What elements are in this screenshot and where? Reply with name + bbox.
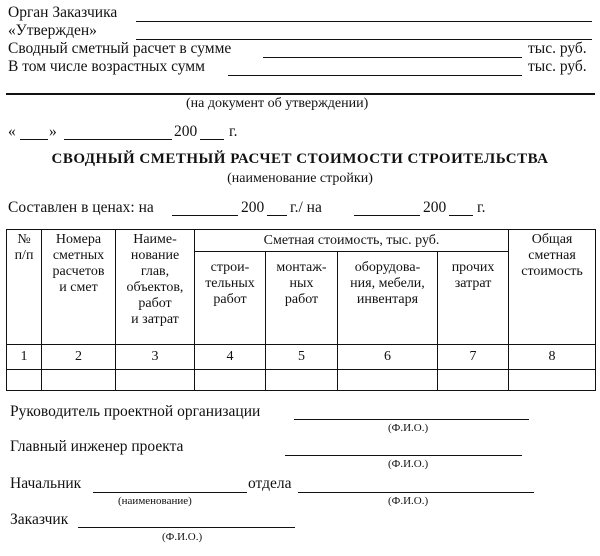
date-close-quote: » — [49, 123, 57, 140]
column-number: 3 — [116, 345, 195, 370]
date-year-line[interactable] — [200, 139, 224, 140]
chief-engineer-label: Главный инженер проекта — [10, 438, 184, 455]
table-cell[interactable] — [7, 370, 42, 391]
estimate-table — [6, 229, 596, 391]
summary-unit: тыс. руб. — [528, 40, 587, 57]
column-number: 5 — [266, 345, 338, 370]
dept-head-label: Начальник — [10, 475, 82, 492]
project-head-label: Руководитель проектной организации — [10, 403, 261, 420]
name-caption: (наименование) — [118, 495, 192, 507]
fio-caption-4: (Ф.И.О.) — [162, 531, 203, 543]
refund-label: В том числе возрастных сумм — [8, 58, 205, 75]
prices-mid: г./ на — [290, 199, 322, 216]
prices-year1: 200 — [241, 199, 265, 216]
header-total-cost: Общая сметная стоимость — [509, 230, 596, 345]
header-construction-works: строи- тельных работ — [195, 252, 266, 345]
column-number: 8 — [509, 345, 596, 370]
summary-label: Сводный сметный расчет в сумме — [8, 40, 232, 57]
date-year-suffix: г. — [229, 123, 238, 140]
header-row-number: № п/п — [7, 230, 42, 345]
prices-prefix: Составлен в ценах: на — [8, 199, 154, 216]
column-number: 7 — [438, 345, 509, 370]
date-month-line[interactable] — [64, 139, 172, 140]
document-title: СВОДНЫЙ СМЕТНЫЙ РАСЧЕТ СТОИМОСТИ СТРОИТЕЛЬСТВА — [51, 151, 549, 167]
fio-caption-1: (Ф.И.О.) — [388, 422, 429, 434]
prices-year2-line[interactable] — [449, 215, 473, 216]
chief-engineer-signature-line[interactable] — [285, 455, 522, 456]
fio-caption-2: (Ф.И.О.) — [388, 458, 429, 470]
prices-date1-line[interactable] — [172, 215, 238, 216]
header-item-names: Наиме- нование глав, объектов, работ и затрат — [116, 230, 195, 345]
prices-year1-line[interactable] — [267, 215, 287, 216]
column-number: 2 — [42, 345, 116, 370]
prices-date2-line[interactable] — [354, 215, 420, 216]
table-cell[interactable] — [116, 370, 195, 391]
column-number-row — [7, 345, 596, 370]
date-day-line[interactable] — [20, 139, 48, 140]
header-equipment: оборудова- ния, мебели, инвентаря — [338, 252, 438, 345]
date-open-quote: « — [8, 123, 16, 140]
approval-document-line[interactable] — [6, 93, 595, 95]
summary-amount-line[interactable] — [263, 57, 522, 58]
table-cell[interactable] — [338, 370, 438, 391]
approved-label: «Утвержден» — [8, 22, 97, 39]
customer-signature-line[interactable] — [78, 527, 295, 528]
header-other-costs: прочих затрат — [438, 252, 509, 345]
table-cell[interactable] — [195, 370, 266, 391]
prices-suffix: г. — [477, 199, 486, 216]
column-number: 1 — [7, 345, 42, 370]
column-number: 6 — [338, 345, 438, 370]
table-row — [7, 370, 596, 391]
project-head-signature-line[interactable] — [294, 419, 529, 420]
dept-label: отдела — [248, 475, 292, 492]
customer-organ-label: Орган Заказчика — [8, 4, 118, 21]
prices-year2: 200 — [423, 199, 447, 216]
header-estimate-numbers: Номера сметных расчетов и смет — [42, 230, 116, 345]
customer-organ-line[interactable] — [136, 21, 592, 22]
header-estimate-cost-group: Сметная стоимость, тыс. руб. — [195, 230, 509, 252]
document-note: (на документ об утверждении) — [186, 96, 369, 111]
table-cell[interactable] — [266, 370, 338, 391]
date-year: 200 — [174, 123, 198, 140]
column-number: 4 — [195, 345, 266, 370]
refund-amount-line[interactable] — [228, 75, 522, 76]
construction-name-caption: (наименование стройки) — [227, 171, 373, 186]
table-cell[interactable] — [509, 370, 596, 391]
dept-head-signature-line[interactable] — [298, 492, 534, 493]
customer-label: Заказчик — [10, 511, 69, 528]
fio-caption-3: (Ф.И.О.) — [388, 495, 429, 507]
dept-name-line[interactable] — [93, 492, 247, 493]
table-cell[interactable] — [42, 370, 116, 391]
header-installation-works: монтаж- ных работ — [266, 252, 338, 345]
refund-unit: тыс. руб. — [528, 58, 587, 75]
table-cell[interactable] — [438, 370, 509, 391]
